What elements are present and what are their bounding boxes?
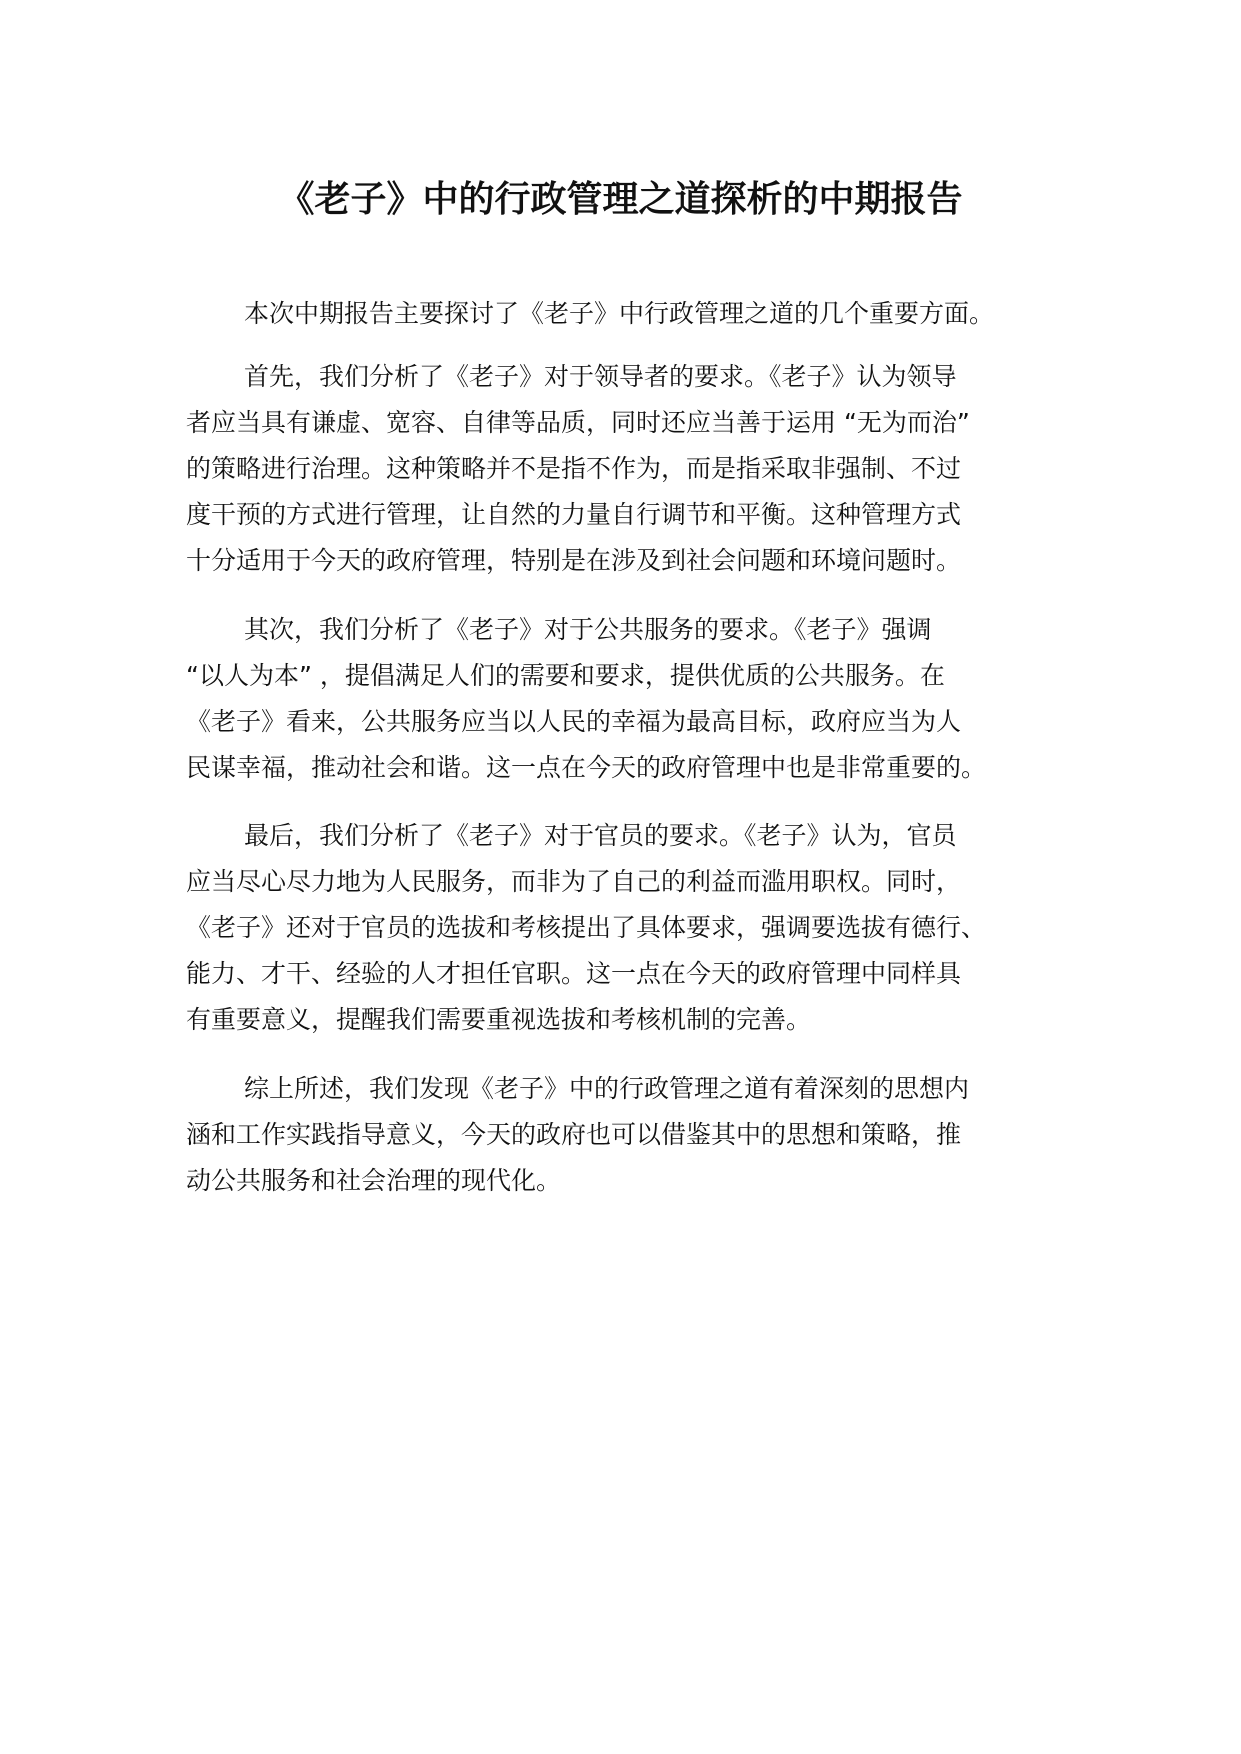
paragraph-line: 《老子》看来，公共服务应当以人民的幸福为最高目标，政府应当为人 <box>186 707 962 736</box>
paragraph-public-service <box>186 607 986 791</box>
paragraph-line: 本次中期报告主要探讨了《老子》中行政管理之道的几个重要方面。 <box>244 299 995 328</box>
document-title: 《老子》中的行政管理之道探析的中期报告 <box>278 179 963 220</box>
paragraph-line: 最后，我们分析了《老子》对于官员的要求。《老子》认为，官员 <box>244 821 957 850</box>
paragraph-line: 动公共服务和社会治理的现代化。 <box>186 1166 562 1195</box>
paragraph-line: 度干预的方式进行管理，让自然的力量自行调节和平衡。这种管理方式 <box>186 500 962 529</box>
paragraph-line: 能力、才干、经验的人才担任官职。这一点在今天的政府管理中同样具 <box>186 959 962 988</box>
paragraph-line: 十分适用于今天的政府管理，特别是在涉及到社会问题和环境问题时。 <box>186 546 962 575</box>
paragraph-line: 应当尽心尽力地为人民服务，而非为了自己的利益而滥用职权。同时， <box>186 867 962 896</box>
paragraph-conclusion <box>186 1066 969 1204</box>
paragraph-line: 其次，我们分析了《老子》对于公共服务的要求。《老子》强调 <box>244 615 932 644</box>
paragraph-line: 《老子》还对于官员的选拔和考核提出了具体要求，强调要选拔有德行、 <box>186 913 987 942</box>
paragraph-line: 综上所述，我们发现《老子》中的行政管理之道有着深刻的思想内 <box>244 1074 970 1103</box>
paragraph-line: “以人为本” ，提倡满足人们的需要和要求，提供优质的公共服务。在 <box>186 661 945 690</box>
paragraph-officials <box>186 813 986 1043</box>
paragraph-line: 民谋幸福，推动社会和谐。这一点在今天的政府管理中也是非常重要的。 <box>186 753 987 782</box>
paragraph-leaders <box>186 354 970 584</box>
paragraph-line: 有重要意义，提醒我们需要重视选拔和考核机制的完善。 <box>186 1005 812 1034</box>
paragraph-line: 首先，我们分析了《老子》对于领导者的要求。《老子》认为领导 <box>244 362 957 391</box>
paragraph-line: 者应当具有谦虚、宽容、自律等品质，同时还应当善于运用 “无为而治” <box>186 408 970 437</box>
paragraph-intro <box>186 291 994 337</box>
paragraph-line: 涵和工作实践指导意义，今天的政府也可以借鉴其中的思想和策略，推 <box>186 1120 962 1149</box>
paragraph-line: 的策略进行治理。这种策略并不是指不作为，而是指采取非强制、不过 <box>186 454 962 483</box>
